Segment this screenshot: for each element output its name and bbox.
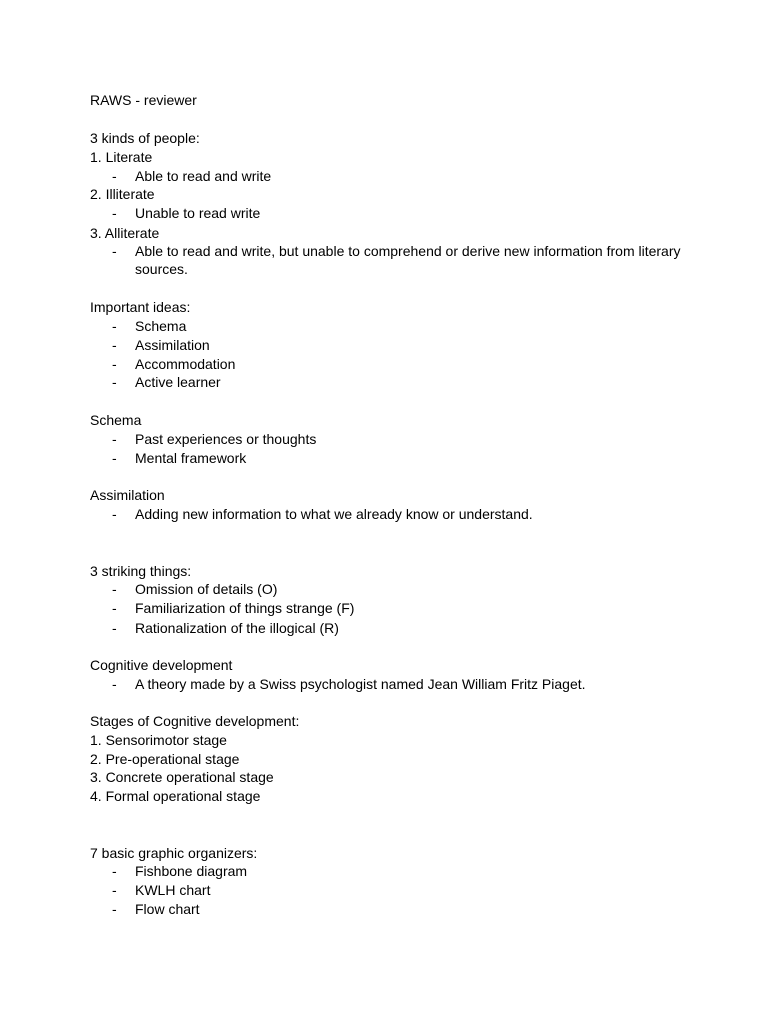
bullet-dash: - <box>112 620 117 636</box>
bullet-dash: - <box>112 676 117 692</box>
bullet-dash: - <box>112 863 117 879</box>
important-item: Schema <box>135 318 187 334</box>
organizer-item: Fishbone diagram <box>135 863 248 879</box>
schema-item: Past experiences or thoughts <box>135 431 317 447</box>
striking-item: Rationalization of the illogical (R) <box>135 620 339 636</box>
kind-label-literate: 1. Literate <box>90 149 153 165</box>
stages-heading: Stages of Cognitive development: <box>90 713 300 729</box>
list-item <box>0 204 768 222</box>
important-heading: Important ideas: <box>90 299 191 315</box>
bullet-dash: - <box>112 506 117 522</box>
organizer-item: Flow chart <box>135 901 200 917</box>
assimilation-heading: Assimilation <box>90 487 165 503</box>
list-item <box>0 449 768 467</box>
list-item <box>0 599 768 617</box>
stage-item: 3. Concrete operational stage <box>90 769 274 785</box>
list-item <box>0 862 768 880</box>
cognitive-item: A theory made by a Swiss psychologist named Jean William Fritz Piaget. <box>135 676 586 692</box>
bullet-dash: - <box>112 882 117 898</box>
list-item <box>0 317 768 335</box>
kinds-heading: 3 kinds of people: <box>90 130 200 146</box>
list-item <box>0 580 768 598</box>
schema-item: Mental framework <box>135 450 247 466</box>
stage-item: 4. Formal operational stage <box>90 788 261 804</box>
list-item <box>0 675 768 693</box>
list-item <box>0 619 768 637</box>
kind-detail-illiterate: Unable to read write <box>135 205 261 221</box>
list-item <box>0 900 768 918</box>
bullet-dash: - <box>112 318 117 334</box>
important-item: Assimilation <box>135 337 210 353</box>
organizers-heading: 7 basic graphic organizers: <box>90 845 258 861</box>
bullet-dash: - <box>112 205 117 221</box>
stage-item: 2. Pre-operational stage <box>90 751 240 767</box>
important-item: Active learner <box>135 374 221 390</box>
striking-item: Familiarization of things strange (F) <box>135 600 355 616</box>
bullet-dash: - <box>112 581 117 597</box>
kind-label-alliterate: 3. Alliterate <box>90 225 160 241</box>
list-item <box>0 373 768 391</box>
important-item: Accommodation <box>135 356 236 372</box>
kind-detail-alliterate: Able to read and write, but unable to comprehend or derive new information from literary sources. <box>135 243 681 277</box>
assimilation-item: Adding new information to what we already know or understand. <box>135 506 533 522</box>
bullet-dash: - <box>112 374 117 390</box>
kind-label-illiterate: 2. Illiterate <box>90 186 155 202</box>
bullet-dash: - <box>112 431 117 447</box>
striking-item: Omission of details (O) <box>135 581 278 597</box>
list-item <box>0 505 768 523</box>
list-item <box>0 242 768 277</box>
bullet-dash: - <box>112 337 117 353</box>
document-title: RAWS - reviewer <box>90 92 197 108</box>
list-item <box>0 430 768 448</box>
striking-heading: 3 striking things: <box>90 563 192 579</box>
bullet-dash: - <box>112 450 117 466</box>
cognitive-heading: Cognitive development <box>90 657 233 673</box>
kind-detail-literate: Able to read and write <box>135 168 272 184</box>
list-item <box>0 336 768 354</box>
schema-heading: Schema <box>90 412 142 428</box>
bullet-dash: - <box>112 243 117 259</box>
organizer-item: KWLH chart <box>135 882 211 898</box>
stage-item: 1. Sensorimotor stage <box>90 732 227 748</box>
bullet-dash: - <box>112 168 117 184</box>
bullet-dash: - <box>112 901 117 917</box>
list-item <box>0 355 768 373</box>
list-item <box>0 881 768 899</box>
bullet-dash: - <box>112 600 117 616</box>
list-item <box>0 167 768 185</box>
bullet-dash: - <box>112 356 117 372</box>
